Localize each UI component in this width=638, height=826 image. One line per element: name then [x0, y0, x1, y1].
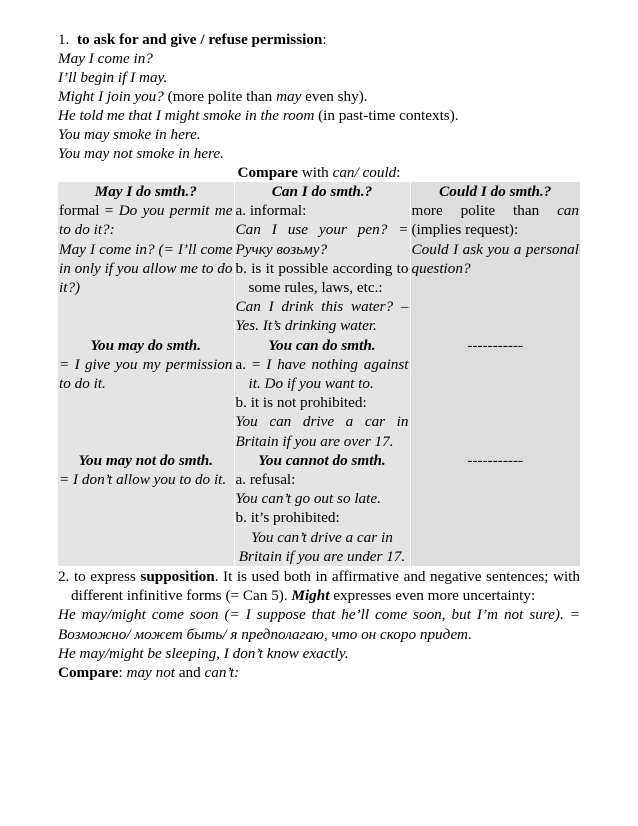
table-cell [410, 355, 580, 451]
cell-text: a. informal: [235, 202, 307, 220]
table-header-cell: Can I do smth.? [234, 182, 410, 201]
table-row [58, 182, 580, 201]
compare-line [58, 663, 580, 682]
para-text: expresses even more uncertainty: [329, 587, 536, 605]
compare-text: : [118, 664, 127, 682]
cell-text [236, 355, 409, 393]
cell-text: = I give you my permission to do it. [59, 355, 233, 393]
table-cell [58, 201, 234, 335]
cell-text: b. it is not prohibited: [235, 394, 367, 412]
example-line [58, 106, 580, 125]
cell-text: Can I use your pen? = Ручку возьму? [235, 221, 409, 258]
cell-text [412, 201, 580, 239]
para-bold-italic: Might [291, 587, 330, 605]
example-line: He may/might be sleeping, I don’t know exactly. [58, 644, 349, 662]
example-line: You may not smoke in here. [58, 145, 224, 162]
comparison-table [58, 182, 580, 566]
example-paragraph: He may/might come soon (= I suppose that he’ll come soon, but I’m not sure). = Возможно/ может быть/ я предполагаю, что он скоро придет. [58, 606, 580, 643]
cell-text [59, 201, 233, 239]
heading-title: to ask for and give / refuse permission [76, 31, 323, 48]
cell-text-italic: Do you permit me to do it?: [59, 202, 233, 239]
cell-text: Can I drink this water? – Yes. It’s drinking water. [235, 298, 409, 335]
table-header-cell: You can do smth. [234, 336, 410, 355]
table-row [58, 355, 580, 451]
para-text: 2. to express [58, 568, 141, 586]
table-cell [410, 470, 580, 566]
document-page [58, 30, 580, 682]
table-cell [234, 470, 410, 566]
compare-text: with [297, 164, 333, 181]
cell-text: b. it’s prohibited: [235, 509, 340, 527]
cell-text-italic: I have nothing against it. Do if you want to. [248, 355, 409, 393]
para-bold: supposition [140, 568, 215, 586]
example-italic: may [276, 88, 302, 105]
table-row [58, 470, 580, 566]
compare-italic: may not [126, 664, 176, 682]
cell-text: You can drive a car in Britain if you are over 17. [235, 413, 409, 450]
table-header-cell: Could I do smth.? [410, 182, 580, 201]
section-1-heading [58, 30, 580, 49]
heading-number: 1. [58, 31, 70, 48]
table-cell [58, 470, 234, 566]
table-cell [410, 201, 580, 335]
cell-text: You can’t drive a car in Britain if you are under 17. [238, 528, 406, 565]
example-note: even shy). [301, 88, 368, 105]
table-cell [234, 355, 410, 451]
cell-text: May I come in? (= I’ll come in only if you allow me to do it?) [59, 240, 233, 297]
compare-line [58, 163, 580, 182]
compare-text: and [175, 664, 205, 682]
section-2-paragraph [58, 567, 580, 605]
compare-bold: Compare [58, 664, 119, 682]
cell-text-plain: a. = [235, 355, 267, 373]
example-line: You may smoke in here. [58, 126, 201, 143]
table-header-cell: You cannot do smth. [234, 451, 410, 470]
table-cell [58, 355, 234, 451]
cell-text-italic: can [557, 202, 579, 220]
para-text: . It is used both in affirmative and negative sentences; with different infinitive forms (= Can 5). [71, 568, 580, 605]
table-row [58, 201, 580, 335]
table-header-cell: You may not do smth. [78, 451, 214, 469]
table-header-cell: You may do smth. [90, 336, 202, 354]
table-cell [234, 201, 410, 335]
compare-colon: : [396, 164, 401, 181]
heading-colon: : [322, 31, 327, 48]
example-italic: Might I join you? [58, 88, 164, 105]
table-header-cell: ----------- [410, 336, 580, 355]
table-row [58, 451, 580, 470]
cell-text: You can’t go out so late. [235, 490, 381, 508]
cell-text: b. is it possible according to some rules, laws, etc.: [235, 259, 409, 297]
cell-text-plain: (implies request): [411, 221, 519, 239]
cell-text-plain: more polite than [411, 202, 558, 220]
example-line: I’ll begin if I may. [58, 69, 168, 86]
cell-text: = I don’t allow you to do it. [59, 471, 227, 489]
example-note: (in past-time contexts). [314, 107, 459, 124]
compare-italic: can’t: [204, 664, 240, 682]
table-row [58, 336, 580, 355]
example-line: May I come in? [58, 50, 153, 67]
table-header-cell: May I do smth.? [94, 183, 197, 200]
compare-bold: Compare [237, 164, 298, 181]
cell-text: Could I ask you a personal question? [411, 240, 579, 277]
cell-text-plain: formal = [59, 202, 119, 220]
cell-text: a. refusal: [235, 471, 296, 489]
example-note: (more polite than [163, 88, 277, 105]
example-line [58, 87, 580, 106]
compare-italic: can/ could [332, 164, 397, 181]
example-italic: He told me that I might smoke in the room [58, 107, 315, 124]
table-header-cell: ----------- [410, 451, 580, 470]
